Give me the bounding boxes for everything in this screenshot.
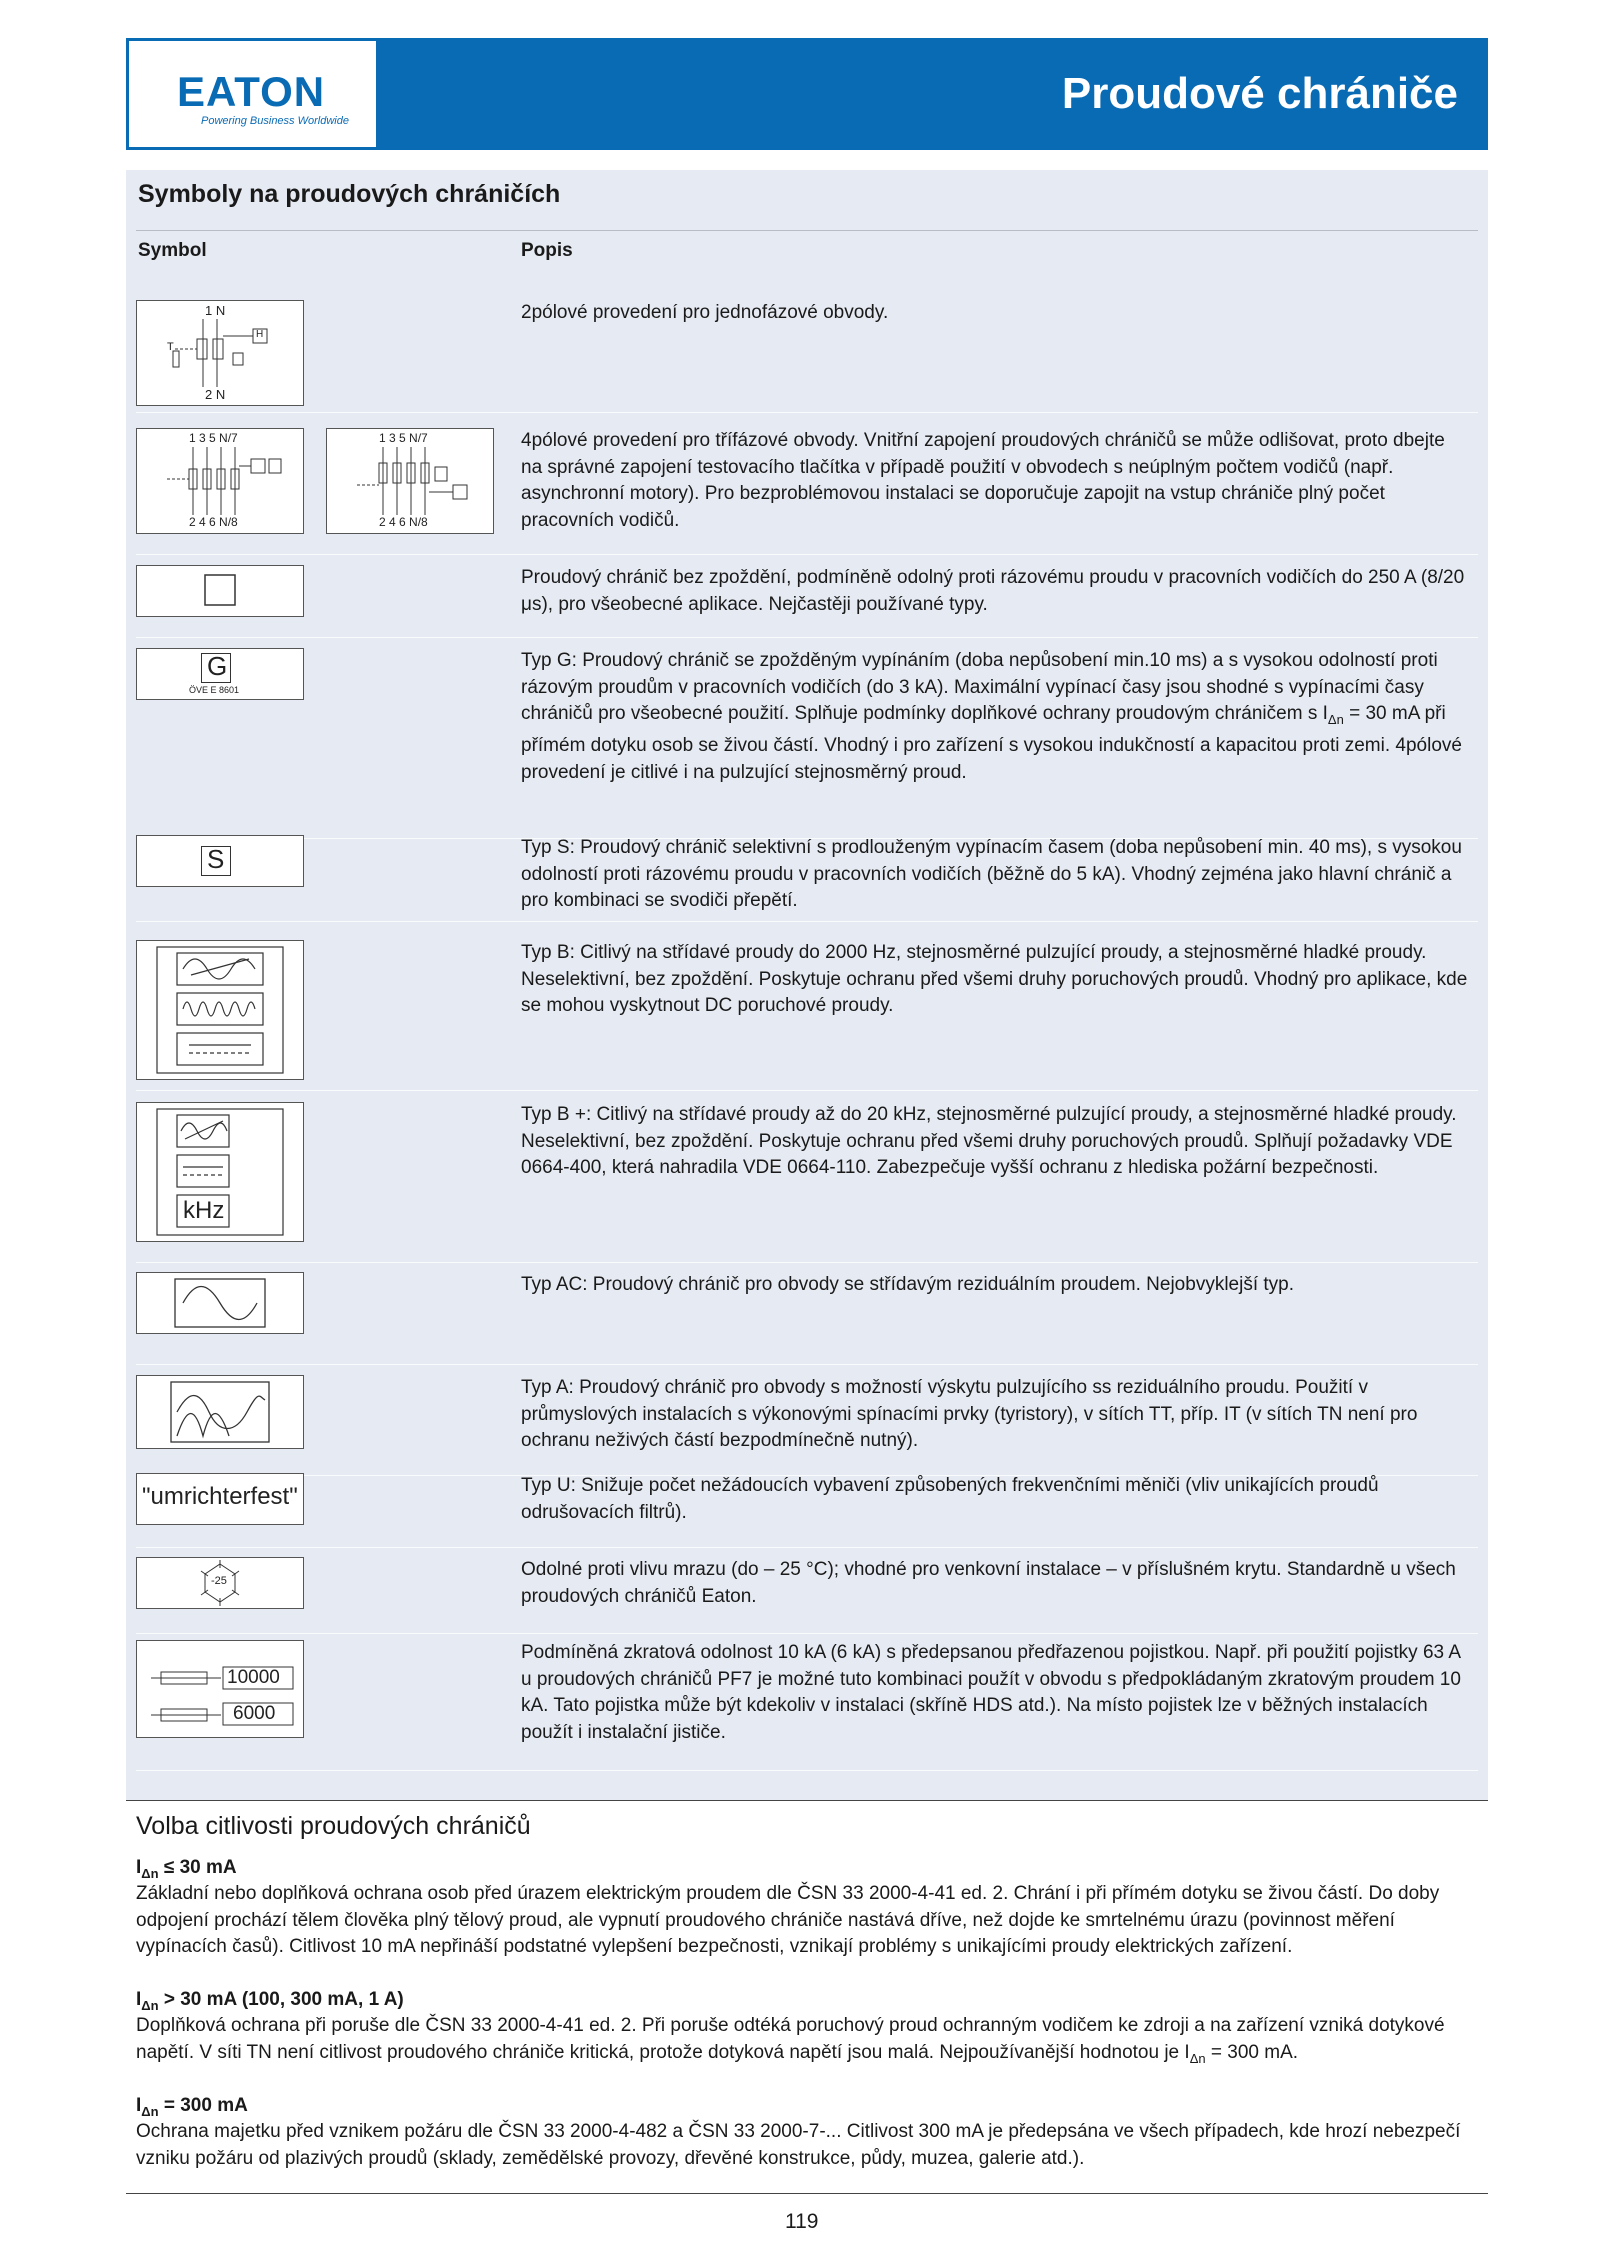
terminal-label-bottom: 2 4 6 N/8 [379,515,428,529]
row-description: Typ A: Proudový chránič pro obvody s možností výskytu pulzujícího ss reziduálního proudu. Použití v průmyslových instalacích s výkonovými spínacími prvky (tyristory), v sítích TT, příp. IT (v sítích TN není pro ochranu neživých částí bezpodmínečně nutný). [521,1377,1418,1451]
row-description: Odolné proti vlivu mrazu (do – 25 °C); vhodné pro venkovní instalace – v příslušném krytu. Standardně u všech proudových chráničů Eaton. [521,1559,1456,1607]
table-row [136,648,1478,839]
logo-tagline: Powering Business Worldwide [201,115,349,127]
table-row [136,1640,1478,1771]
type-b-plus-symbol-icon [136,1102,304,1242]
column-header-symbol: Symbol [138,240,207,261]
type-g-letter: G [207,651,228,681]
two-pole-diagram-icon [136,300,304,406]
page-header [126,38,1488,150]
terminal-label-top: 1 3 5 N/7 [379,431,428,445]
row-description: Podmíněná zkratová odolnost 10 kA (6 kA) s předepsanou předřazenou pojistkou. Např. při použití pojistky 63 A u proudových chráničů PF7 je možné tuto kombinaci použít v obvodu s předpokládaným zkratovým proudem 10 kA. Tato pojistka může být kdekoliv v instalaci (skříně HDS atd.). Na místo pojistek lze v běžných instalacích použít i instalační jističe. [521,1642,1461,1743]
sensitivity-heading-over-30ma: $I_{\Delta n} > 30$ mA (100, 300 mA, 1 A) [136,1989,404,2013]
type-s-letter: S [207,844,225,874]
section-title: Volba citlivosti proudových chráničů [136,1812,531,1840]
row-description: Typ G: Proudový chránič se zpožděným vypínáním (doba nepůsobení min.10 ms) a s vysokou odolností proti rázovým proudům v pracovních vodičích (do 3 kA). Maximální vypínací časy jsou shodné s vypínacími časy chráničů pro všeobecné použití. Splňuje podmínky doplňkové ochrany proudovým chráničem s $I_{\Delta n} = 30$ mA při přímém dotyku osob se živou částí. Vhodný i pro zařízení s vysokou indukčností a kapacitou proti zemi. 4pólové provedení je citlivé i na pulzující stejnosměrný proud. [521,650,1462,783]
table-row [136,1473,1478,1548]
terminal-label-top: 1 3 5 N/7 [189,431,238,445]
table-row [136,428,1478,555]
row-description: Proudový chránič bez zpoždění, podmíněně odolný proti rázovému proudu v pracovních vodičích do 250 A (8/20 μs), pro všeobecné aplikace. Nejčastěji používané typy. [521,567,1465,615]
table-row [136,1375,1478,1476]
column-header-popis: Popis [521,240,573,261]
four-pole-alt-diagram-icon [326,428,494,534]
type-ac-symbol-icon [136,1272,304,1334]
divider [126,2193,1488,2194]
eaton-logo [129,41,376,147]
rating-10000: 10000 [227,1667,280,1688]
table-row [136,835,1478,922]
sensitivity-heading-30ma: $I_{\Delta n} \le 30$ mA [136,1857,237,1881]
symbols-panel [126,170,1488,1800]
type-g-caption: ÖVE E 8601 [189,685,240,695]
sensitivity-text-30ma: Základní nebo doplňková ochrana osob před úrazem elektrickým proudem dle ČSN 33 2000-4-41 ed. 2. Chrání i při přímém dotyku se živou částí. Do doby odpojení prochází tělem člověka plný tělový proud, ale vypnutí proudového chrániče nastává dříve, než dojde ke smrtelnému úrazu (povinnost měření vypínacích časů). Citlivost 10 mA nepřináší podstatné vylepšení bezpečnosti, vznikají problémy s unikajícími proudy elektrických zařízení. [136,1883,1440,1957]
table-row [136,1102,1478,1263]
page-number: 119 [785,2210,819,2233]
row-description: Typ S: Proudový chránič selektivní s prodlouženým vypínacím časem (doba nepůsobení min. 40 ms), s vysokou odolností proti rázovému proudu v pracovních vodičích (běžně do 5 kA). Vhodný zejména jako hlavní chránič a pro kombinaci se svodiči přepětí. [521,837,1462,911]
khz-label: kHz [183,1197,225,1224]
page-title: Proudové chrániče [1061,69,1458,118]
type-g-symbol-icon [136,648,304,700]
row-description: Typ B +: Citlivý na střídavé proudy až do 20 kHz, stejnosměrné pulzující proudy, a stejnosměrné hladké proudy. Neselektivní, bez zpoždění. Poskytuje ochranu před všemi druhy poruchových proudů. Splňují požadavky VDE 0664-400, která nahradila VDE 0664-110. Zabezpečuje vyšší ochranu z hlediska požární bezpečnosti. [521,1104,1457,1178]
section-title: Symboly na proudových chráničích [138,180,561,208]
table-row [136,1557,1478,1634]
table-row [136,940,1478,1091]
type-s-symbol-icon [136,835,304,887]
h-label: H [256,329,264,340]
table-row [136,300,1478,413]
sensitivity-text-over-30ma: Doplňková ochrana při poruše dle ČSN 33 2000-4-41 ed. 2. Při poruše odtéká poruchový proud ochranným vodičem ke zdroji a na zařízení vzniká dotykové napětí. V síti TN není citlivost proudového chrániče kritická, protože dotyková napětí jsou malá. Nejpoužívanější hodnotou je $I_{\Delta n} = 300$ mA. [136,2015,1445,2066]
fuse-rating-icon [136,1640,304,1738]
table-row [136,1272,1478,1365]
terminal-label-top: 1 N [205,303,226,318]
rating-6000: 6000 [233,1703,276,1724]
row-description: Typ U: Snižuje počet nežádoucích vybavení způsobených frekvenčními měniči (vliv unikajících proudů odrušovacích filtrů). [521,1475,1379,1523]
sensitivity-heading-300ma: $I_{\Delta n} = 300$ mA [136,2095,248,2119]
row-description: 4pólové provedení pro třífázové obvody. Vnitřní zapojení proudových chráničů se může odlišovat, proto dbejte na správné zapojení testovacího tlačítka v případě použití v obvodech s neúplným počtem vodičů (např. asynchronní motory). Pro bezproblémovou instalaci se doporučuje zapojit na vstup chrániče plný počet pracovních vodičů. [521,430,1445,531]
umrichterfest-label: "umrichterfest" [142,1483,298,1510]
row-description: 2pólové provedení pro jednofázové obvody. [521,302,889,323]
table-row [136,565,1478,638]
frost-temp-label: -25 [211,1575,227,1587]
logo-wordmark: EATON [177,68,326,115]
divider [136,230,1478,231]
snowflake-icon [136,1557,304,1609]
terminal-label-bottom: 2 4 6 N/8 [189,515,238,529]
row-description: Typ AC: Proudový chránič pro obvody se střídavým reziduálním proudem. Nejobvyklejší typ. [521,1274,1295,1295]
row-description: Typ B: Citlivý na střídavé proudy do 2000 Hz, stejnosměrné pulzující proudy, a stejnosměrné hladké proudy. Neselektivní, bez zpoždění. Poskytuje ochranu před všemi druhy poruchových proudů. Vhodný pro aplikace, kde se mohou vyskytnout DC poruchové proudy. [521,942,1468,1016]
divider [126,1800,1488,1801]
terminal-label-bottom: 2 N [205,387,226,402]
sensitivity-text-300ma: Ochrana majetku před vznikem požáru dle ČSN 33 2000-4-482 a ČSN 33 2000-7-... Citlivost 300 mA je předepsána ve všech případech, kde hrozí nebezpečí vzniku požáru od plazivých proudů (sklady, zemědělské provozy, dřevěné konstrukce, půdy, muzea, galerie atd.). [136,2121,1461,2169]
test-button-label: T [167,341,174,353]
type-b-symbol-icon [136,940,304,1080]
four-pole-diagram-icon [136,428,304,534]
type-u-symbol-icon [136,1473,304,1525]
standard-type-symbol-icon [136,565,304,617]
type-a-symbol-icon [136,1375,304,1449]
